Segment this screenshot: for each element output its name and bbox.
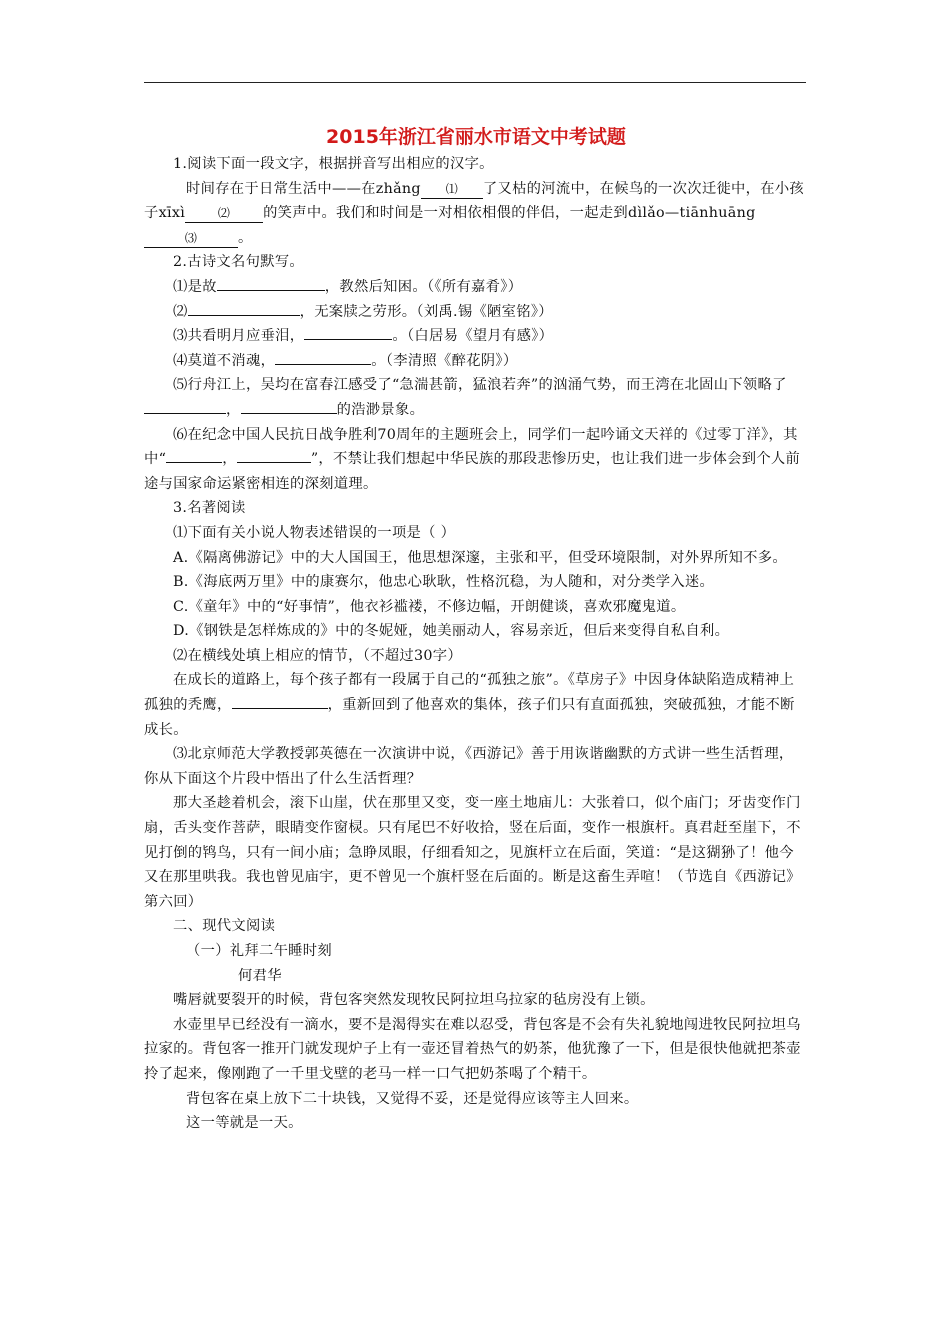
q2-item-2-source: ，无案牍之劳形。（刘禹.锡《陋室铭》） — [299, 303, 553, 320]
q1-text-b: 了又枯的河流中，在候鸟的一次次迁徙中，在小孩子xīxì — [144, 180, 805, 222]
q2-blank-5b[interactable] — [241, 413, 337, 414]
q2-item-6-tail: ”，不禁让我们想起中华民族的那段悲惨历史，也让我们进一步体会到个人前途与国家命运紧密相连的深刻道理。 — [144, 451, 801, 492]
section-subheading: （一）礼拜二午睡时刻 — [186, 943, 332, 959]
article-paragraph-4: 这一等就是一天。 — [186, 1115, 303, 1132]
blank-1-label: ⑴ — [445, 181, 459, 196]
q2-item-1-source: ，教然后知困。（《所有嘉肴》） — [324, 278, 523, 295]
q1-text-c: 的笑声中。我们和时间是一对相依相偎的伴侣，一起走到dìlǎo—tiānhuāng — [263, 205, 756, 222]
q2-item-2 — [144, 300, 808, 325]
q2-item-5-tail: 的浩渺景象。 — [336, 401, 425, 418]
q2-blank-1[interactable] — [217, 290, 325, 291]
q3-sub-1: ⑴下面有关小说人物表述错误的一项是（ ） — [173, 524, 456, 541]
q1-text-d: 。 — [238, 229, 253, 246]
q2-item-5-sep: ， — [226, 401, 241, 418]
q2-item-1-text: ⑴是故 — [173, 278, 217, 295]
q2-item-4 — [144, 349, 808, 374]
page-title: 2015年浙江省丽水市语文中考试题 — [326, 126, 626, 148]
section-heading: 二、现代文阅读 — [173, 918, 276, 935]
q2-item-6-sep: ， — [222, 451, 237, 468]
document-page — [144, 124, 808, 1136]
article-author: 何君华 — [238, 967, 282, 984]
q2-item-5 — [144, 373, 808, 422]
q2-prompt: 2.古诗文名句默写。 — [173, 254, 305, 271]
q1-text — [144, 177, 808, 251]
q1-prompt: 1.阅读下面一段文字，根据拼音写出相应的汉字。 — [173, 156, 494, 172]
q2-blank-3[interactable] — [304, 339, 392, 340]
option-c[interactable]: C.《童年》中的“好事情”，他衣衫褴褛，不修边幅，开朗健谈，喜欢邪魔鬼道。 — [173, 598, 686, 615]
q2-item-4-source: 。（李清照《醉花阴》） — [371, 352, 518, 369]
option-a[interactable]: A.《隔离佛游记》中的大人国国王，他思想深邃，主张和平，但受环境限制，对外界所知不多。 — [173, 549, 787, 566]
blank-2-label: ⑵ — [217, 206, 231, 221]
q2-item-4-text: ⑷莫道不消魂， — [173, 352, 276, 369]
q2-item-3-source: 。（白居易《望月有感》） — [392, 328, 554, 345]
q3-blank[interactable] — [232, 708, 328, 709]
article-paragraph-3: 背包客在桌上放下二十块钱，又觉得不妥，还是觉得应该等主人回来。 — [186, 1090, 639, 1107]
q3-sub-2-text — [144, 668, 808, 742]
q2-blank-5a[interactable] — [144, 413, 226, 414]
q3-passage: 那大圣趁着机会，滚下山崖，伏在那里又变，变一座土地庙儿：大张着口，似个庙门；牙齿变作门扇，舌头变作菩萨，眼睛变作窗棂。只有尾巴不好收拾，竖在后面，变作一根旗杆。真君赶至崖下，不见打倒的鸨鸟，只有一间小庙；急睁凤眼，仔细看知之，见旗杆立在后面，笑道：“是这猢狲了！他今又在那里哄我。我也曾见庙宇，更不曾见一个旗杆竖在后面的。断是这畜生弄喧！（节选自《西游记》第六回） — [144, 795, 801, 910]
q2-item-3 — [144, 324, 808, 349]
blank-1[interactable] — [421, 180, 483, 199]
q3-sub-2-text-a: 在成长的道路上，每个孩子都有一段属于自己的“孤独之旅”。《草房子》中因身体缺陷造成精神上孤独的秃鹰， — [144, 672, 795, 714]
blank-3-label: ⑶ — [184, 230, 198, 245]
q2-blank-6a[interactable] — [166, 462, 222, 463]
article-paragraph-2: 水壶里早已经没有一滴水，要不是渴得实在难以忍受，背包客是不会有失礼貌地闯进牧民阿拉坦乌拉家的。背包客一推开门就发现炉子上有一壶还冒着热气的奶茶，他犹豫了一下，但是很快他就把茶壶拎了起来，像刚跑了一千里戈壁的老马一样一口气把奶茶喝了个精干。 — [144, 1016, 801, 1082]
q2-item-6-text: ⑹在纪念中国人民抗日战争胜利70周年的主题班会上，同学们一起吟诵文天祥的《过零丁洋》，其中“ — [144, 426, 798, 468]
q1-text-a: 时间存在于日常生活中——在zhǎng — [186, 180, 421, 197]
q2-item-2-text: ⑵ — [173, 303, 188, 320]
q3-sub-2-text-b: ，重新回到了他喜欢的集体，孩子们只有直面孤独，突破孤独，才能不断成长。 — [144, 697, 795, 738]
q2-blank-2[interactable] — [188, 315, 300, 316]
option-b[interactable]: B.《海底两万里》中的康赛尔，他忠心耿耿，性格沉稳，为人随和，对分类学入迷。 — [173, 574, 715, 591]
header-rule — [144, 82, 806, 83]
q2-blank-4[interactable] — [275, 364, 371, 365]
q2-item-3-text: ⑶共看明月应垂泪， — [173, 328, 305, 345]
q3-prompt: 3.名著阅读 — [173, 500, 246, 517]
q2-item-6 — [144, 423, 808, 497]
q2-item-5-text: ⑸行舟江上，吴均在富春江感受了“急湍甚箭，猛浪若奔”的汹涌气势，而王湾在北固山下领略了 — [173, 377, 787, 394]
q2-blank-6b[interactable] — [237, 462, 311, 463]
q3-sub-2: ⑵在横线处填上相应的情节，（不超过30字） — [173, 647, 462, 664]
blank-3[interactable] — [144, 229, 238, 248]
q2-item-1 — [144, 275, 808, 300]
option-d[interactable]: D.《钢铁是怎样炼成的》中的冬妮娅，她美丽动人，容易亲近，但后来变得自私自利。 — [173, 623, 730, 640]
article-paragraph-1: 嘴唇就要裂开的时候，背包客突然发现牧民阿拉坦乌拉家的毡房没有上锁。 — [173, 992, 655, 1009]
q3-sub-3: ⑶北京师范大学教授郭英德在一次演讲中说，《西游记》善于用诙谐幽默的方式讲一些生活哲理，你从下面这个片段中悟出了什么生活哲理？ — [144, 746, 794, 787]
blank-2[interactable] — [185, 204, 263, 223]
